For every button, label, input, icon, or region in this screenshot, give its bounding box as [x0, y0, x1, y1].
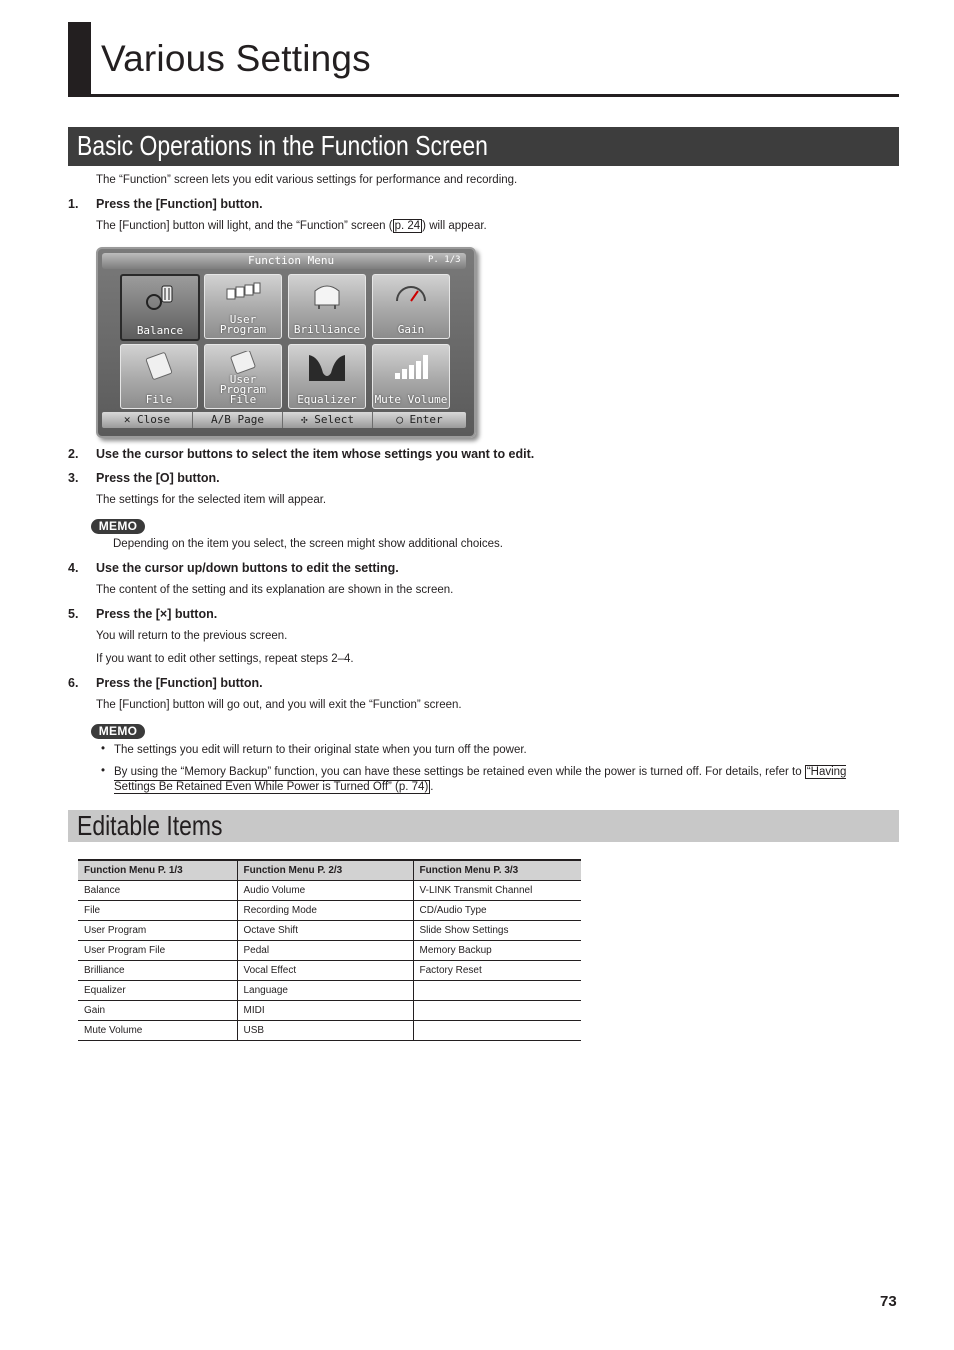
table-row — [78, 961, 581, 981]
step-5-note: If you want to edit other settings, repeat steps 2–4. — [96, 653, 354, 665]
tile-label: Equalizer — [297, 393, 357, 406]
tile-file[interactable] — [120, 344, 198, 409]
table-cell: File — [78, 901, 237, 921]
user-program-icon — [225, 281, 261, 311]
step-text: Use the cursor up/down buttons to edit the setting. — [96, 561, 399, 575]
tile-label: Gain — [397, 323, 425, 336]
page-link-p24[interactable]: p. 24 — [394, 220, 421, 232]
step-number: 5. — [68, 607, 79, 621]
step-1-description — [96, 220, 487, 232]
page-title-bar — [68, 22, 899, 97]
table-cell: USB — [237, 1021, 413, 1041]
table-cell: Balance — [78, 881, 237, 901]
desc-text: ) will appear. — [422, 220, 487, 232]
tile-label: File — [145, 393, 173, 406]
table-cell: Octave Shift — [237, 921, 413, 941]
tile-label: Brilliance — [293, 323, 361, 336]
table-cell — [413, 1021, 581, 1041]
table-row — [78, 941, 581, 961]
usb-memory-icon — [141, 351, 177, 381]
tile-balance[interactable] — [120, 274, 200, 341]
function-menu-screen — [96, 247, 476, 438]
ab-page-softkey[interactable]: A/B Page — [193, 412, 283, 428]
bullet-text — [114, 765, 889, 795]
table-cell: Mute Volume — [78, 1021, 237, 1041]
table-cell: Vocal Effect — [237, 961, 413, 981]
piano-icon — [309, 281, 345, 311]
volume-bars-icon — [393, 351, 429, 381]
step-4-description: The content of the setting and its explanation are shown in the screen. — [96, 584, 454, 596]
tile-label: User Program File — [219, 373, 267, 406]
table-row — [78, 881, 581, 901]
step-5-description: You will return to the previous screen. — [96, 630, 288, 642]
step-number: 2. — [68, 447, 79, 461]
table-row — [78, 1021, 581, 1041]
page-link-p74[interactable]: “Having Settings Be Retained Even While Power is Turned Off” (p. 74) — [114, 766, 847, 793]
table-cell: Gain — [78, 1001, 237, 1021]
table-cell: Audio Volume — [237, 881, 413, 901]
editable-items-table — [78, 859, 581, 1041]
equalizer-curve-icon — [309, 351, 345, 381]
step-text: Use the cursor buttons to select the item whose settings you want to edit. — [96, 447, 535, 461]
section-header-basic-operations — [68, 127, 899, 166]
table-cell: CD/Audio Type — [413, 901, 581, 921]
table-cell: Equalizer — [78, 981, 237, 1001]
column-header: Function Menu P. 3/3 — [413, 860, 581, 881]
table-row — [78, 981, 581, 1001]
bullet-text-post: . — [430, 781, 434, 793]
table-cell: Brilliance — [78, 961, 237, 981]
table-cell: Slide Show Settings — [413, 921, 581, 941]
memo-badge: MEMO — [91, 724, 145, 739]
tile-label: Balance — [136, 324, 184, 337]
step-3-description: The settings for the selected item will appear. — [96, 494, 327, 506]
section-header-editable-items — [68, 810, 899, 842]
table-cell: User Program — [78, 921, 237, 941]
table-cell — [413, 981, 581, 1001]
tile-label: User Program — [219, 313, 267, 336]
bullet-marker: • — [101, 765, 106, 777]
step-6-description: The [Function] button will go out, and you will exit the “Function” screen. — [96, 699, 462, 711]
memo-1-text: Depending on the item you select, the screen might show additional choices. — [113, 538, 503, 550]
tile-user-program-file[interactable] — [204, 344, 282, 409]
bullet-marker: • — [101, 743, 106, 755]
table-row — [78, 921, 581, 941]
table-cell: User Program File — [78, 941, 237, 961]
step-number: 6. — [68, 676, 79, 690]
section-title: Basic Operations in the Function Screen — [77, 130, 488, 161]
table-cell: Pedal — [237, 941, 413, 961]
table-cell: V-LINK Transmit Channel — [413, 881, 581, 901]
page-number: 73 — [880, 1293, 897, 1310]
gauge-icon — [393, 281, 429, 311]
table-cell: Factory Reset — [413, 961, 581, 981]
screen-header — [102, 253, 466, 269]
close-softkey[interactable]: ✕ Close — [102, 412, 193, 428]
tile-brilliance[interactable] — [288, 274, 366, 339]
tile-label: Mute Volume — [374, 393, 448, 406]
tile-equalizer[interactable] — [288, 344, 366, 409]
table-cell: Language — [237, 981, 413, 1001]
intro-text: The “Function” screen lets you edit various settings for performance and recording. — [96, 174, 518, 186]
step-number: 4. — [68, 561, 79, 575]
bullet-text: The settings you edit will return to their original state when you turn off the power. — [114, 744, 527, 756]
step-number: 1. — [68, 197, 79, 211]
column-header: Function Menu P. 2/3 — [237, 860, 413, 881]
table-row — [78, 1001, 581, 1021]
tile-gain[interactable] — [372, 274, 450, 339]
section-title: Editable Items — [77, 810, 223, 841]
table-row — [78, 901, 581, 921]
step-text: Press the [×] button. — [96, 607, 218, 621]
tile-user-program[interactable] — [204, 274, 282, 339]
enter-softkey[interactable]: ◯ Enter — [396, 413, 443, 426]
step-number: 3. — [68, 471, 79, 485]
table-cell: MIDI — [237, 1001, 413, 1021]
bullet-text-pre: By using the “Memory Backup” function, you can have these settings be retained even while the power is turned off. For details, refer to — [114, 766, 802, 778]
tile-mute-volume[interactable] — [372, 344, 450, 409]
desc-text: The [Function] button will light, and the “Function” screen ( — [96, 220, 393, 232]
step-text: Press the [O] button. — [96, 471, 220, 485]
balance-icon — [142, 282, 178, 312]
select-softkey[interactable]: ✣ Select — [283, 412, 373, 428]
screen-title: Function Menu — [248, 254, 335, 267]
column-header: Function Menu P. 1/3 — [78, 860, 237, 881]
screen-footer — [102, 412, 466, 428]
page-title: Various Settings — [101, 38, 371, 79]
table-cell: Recording Mode — [237, 901, 413, 921]
title-block-decoration — [68, 22, 91, 94]
table-cell — [413, 1001, 581, 1021]
step-text: Press the [Function] button. — [96, 676, 263, 690]
step-text: Press the [Function] button. — [96, 197, 263, 211]
table-header-row — [78, 860, 581, 881]
screen-page-indicator: P. 1/3 — [428, 255, 461, 265]
memo-badge: MEMO — [91, 519, 145, 534]
table-cell: Memory Backup — [413, 941, 581, 961]
